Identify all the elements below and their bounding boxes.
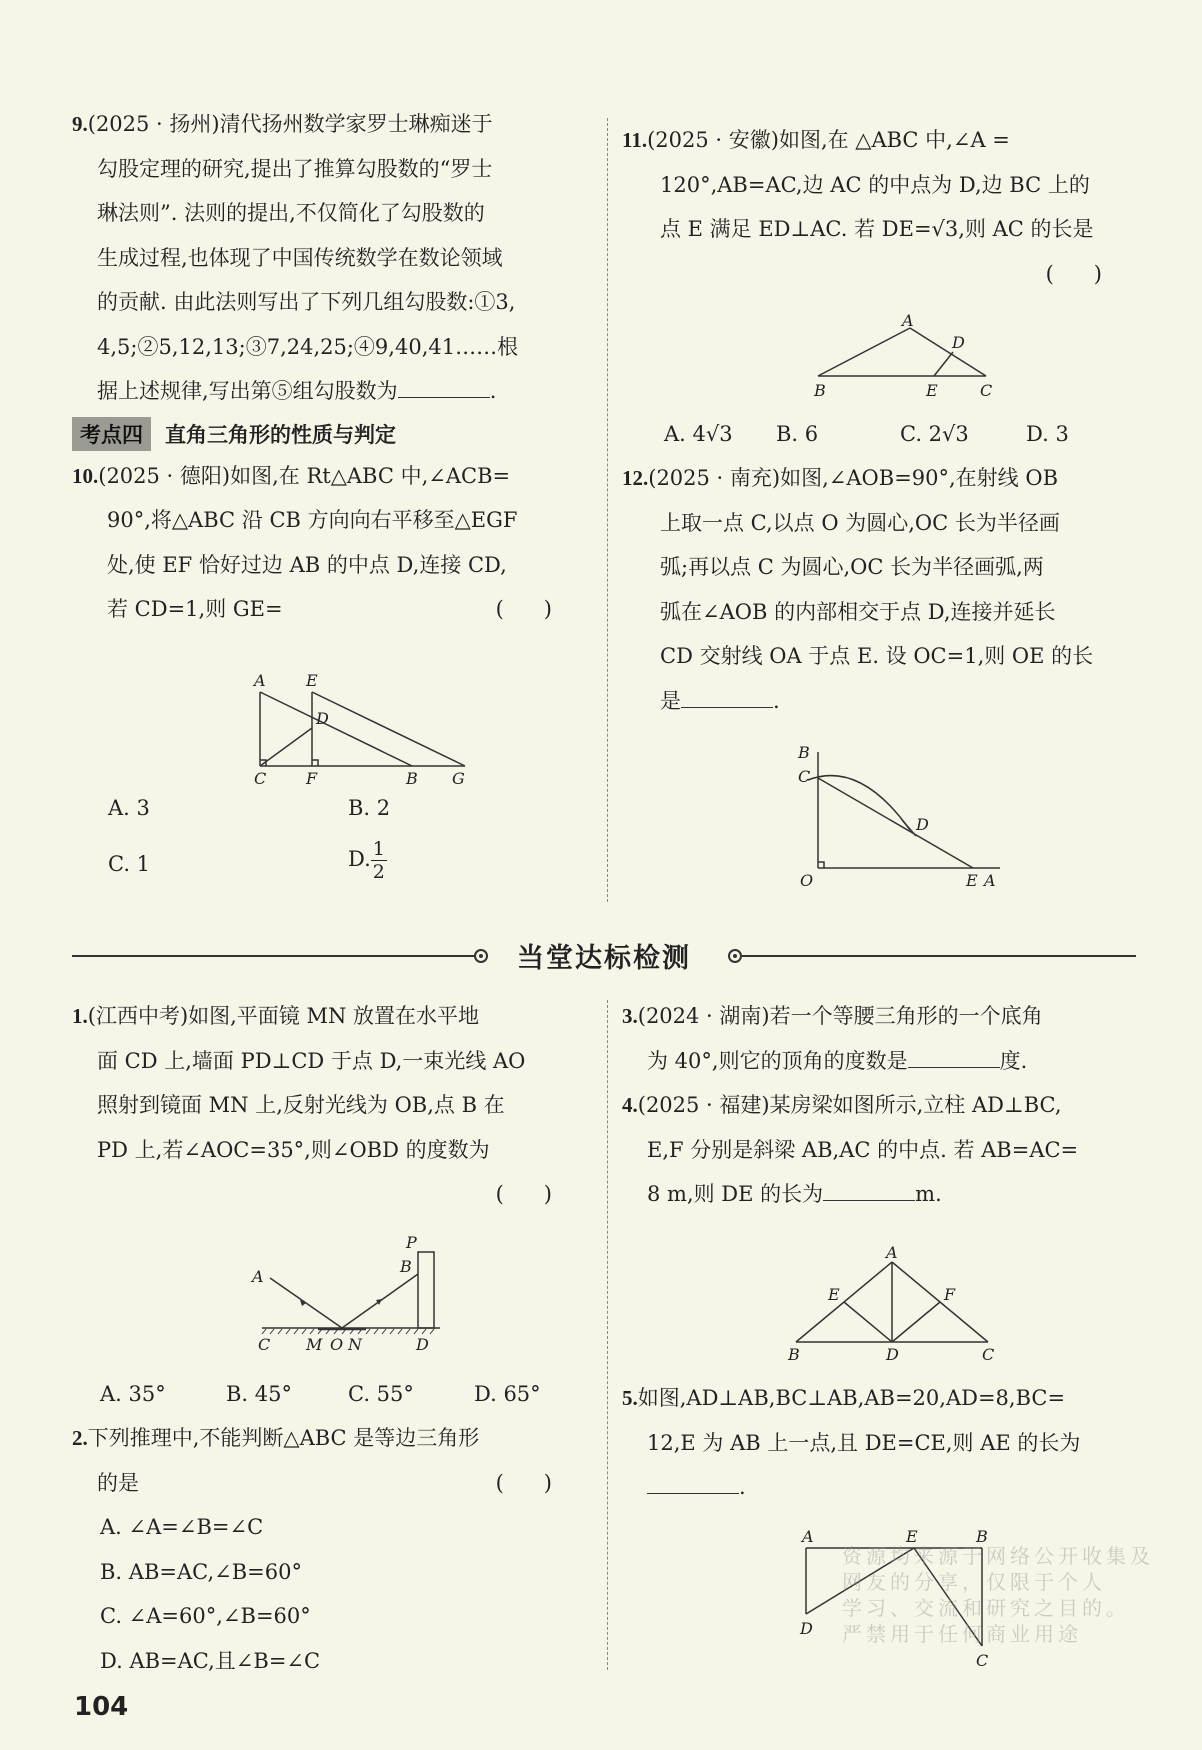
question-text: 处,使 EF 恰好过边 AB 的中点 D,连接 CD, (107, 552, 507, 577)
option-d[interactable]: D. AB=AC,且∠B=∠C (100, 1648, 321, 1673)
question-text: 90°,将△ABC 沿 CB 方向向右平移至△EGF (107, 508, 518, 532)
label-c: C (980, 381, 993, 400)
label-e: E (306, 671, 318, 690)
question-text: 若 CD=1,则 GE= (107, 597, 283, 621)
label-d: D (916, 815, 929, 834)
answer-blank[interactable] (398, 377, 490, 398)
question-text: CD 交射线 OA 于点 E. 设 OC=1,则 OE 的长 (660, 644, 1094, 668)
segment-ac (910, 328, 986, 376)
question-text: 弧;再以点 C 为圆心,OC 长为半径画弧,两 (660, 555, 1044, 579)
question-text: (2025 · 扬州)清代扬州数学家罗士琳痴迷于 (87, 112, 493, 136)
label-m: M (306, 1335, 323, 1354)
option-a[interactable]: A. 35° (100, 1382, 166, 1406)
label-d: D (886, 1345, 899, 1364)
label-e: E (966, 871, 978, 890)
option-letter: D. (348, 847, 371, 871)
question-text: 据上述规律,写出第⑤组勾股数为 (97, 379, 398, 403)
label-b: B (798, 743, 810, 762)
label-d: D (316, 709, 329, 728)
segment-ed (844, 1302, 892, 1342)
question-text: (江西中考)如图,平面镜 MN 放置在水平地 (87, 1004, 480, 1028)
label-d: D (952, 333, 965, 352)
label-g: G (452, 769, 465, 788)
question-text: (2025 · 南充)如图,∠AOB=90°,在射线 OB (648, 466, 1059, 490)
label-c: C (258, 1335, 271, 1354)
option-a[interactable]: A. ∠A=∠B=∠C (100, 1515, 264, 1539)
question-9 (72, 102, 592, 414)
segment-ce (818, 778, 973, 868)
denominator: 2 (372, 861, 385, 883)
question-number: 10. (72, 463, 99, 488)
question-number: 11. (622, 128, 648, 152)
top-right-column (622, 118, 1142, 296)
label-b: B (976, 1527, 988, 1546)
label-a: A (902, 311, 914, 330)
label-d: D (800, 1619, 813, 1638)
options-q10 (72, 796, 628, 883)
question-text: 照射到镜面 MN 上,反射光线为 OB,点 B 在 (97, 1093, 505, 1117)
punctuation: . (773, 688, 780, 713)
option-b[interactable]: B. 45° (226, 1382, 293, 1406)
question-text: E,F 分别是斜梁 AB,AC 的中点. 若 AB=AC= (647, 1137, 1079, 1162)
label-e: E (926, 381, 938, 400)
page-number: 104 (74, 1692, 129, 1722)
section-banner (72, 936, 1136, 976)
option-d[interactable]: D. 3 (1026, 422, 1069, 446)
question-5 (622, 1376, 1142, 1510)
question-11 (622, 118, 1142, 296)
banner-ornament-right (728, 949, 742, 963)
segment-de (934, 352, 953, 376)
question-text: 的贡献. 由此法则写出了下列几组勾股数:①3, (97, 290, 516, 314)
question-text: 12,E 为 AB 上一点,且 DE=CE,则 AE 的长为 (647, 1430, 1081, 1455)
watermark-text (842, 1543, 1154, 1647)
question-text: (2025 · 福建)某房梁如图所示,立柱 AD⊥BC, (637, 1093, 1062, 1117)
answer-blank[interactable] (681, 687, 773, 708)
unit-text: m. (915, 1182, 942, 1206)
figure-q10 (240, 668, 465, 792)
label-f: F (944, 1285, 956, 1304)
option-c[interactable]: C. 55° (348, 1382, 414, 1406)
answer-parentheses[interactable]: () (495, 1470, 592, 1495)
question-text: 生成过程,也体现了中国传统数学在数论领域 (97, 245, 503, 270)
question-4 (622, 1083, 1142, 1217)
options-q1 (72, 1372, 541, 1416)
column-divider-top (607, 118, 608, 902)
label-a: A (886, 1243, 898, 1262)
answer-blank[interactable] (908, 1047, 1000, 1068)
unit-text: 度. (999, 1048, 1028, 1073)
label-n: N (348, 1335, 362, 1354)
segment-fd (892, 1302, 940, 1342)
bottom-left-column (72, 994, 592, 1216)
question-number: 5. (622, 1386, 638, 1410)
question-number: 2. (72, 1426, 88, 1450)
option-c[interactable]: C. 1 (108, 852, 151, 876)
label-o: O (330, 1335, 344, 1354)
label-c: C (982, 1345, 995, 1364)
question-text: 120°,AB=AC,边 AC 的中点为 D,边 BC 上的 (660, 172, 1090, 197)
banner-line-right (742, 955, 1136, 957)
label-c: C (976, 1651, 989, 1670)
label-b: B (814, 381, 826, 400)
watermark-line: 网友的分享，仅限于个人 (842, 1570, 1106, 1594)
label-e: E (828, 1285, 840, 1304)
label-b: B (400, 1257, 412, 1276)
label-f: F (306, 769, 318, 788)
bottom-right-column (622, 994, 1142, 1217)
option-b[interactable]: B. 2 (348, 796, 391, 820)
option-c[interactable]: C. 2√3 (900, 422, 969, 446)
option-a[interactable]: A. 4√3 (664, 422, 733, 446)
segment-ab (818, 328, 910, 376)
question-text: 的是 (97, 1470, 139, 1495)
label-a: A (254, 671, 266, 690)
column-divider-bottom (607, 1000, 608, 1670)
section-heading (72, 416, 592, 452)
question-text: 上取一点 C,以点 O 为圆心,OC 长为半径画 (660, 510, 1060, 535)
label-a: A (984, 871, 996, 890)
question-1 (72, 994, 592, 1216)
question-12 (622, 456, 1142, 723)
numerator: 1 (372, 838, 385, 860)
answer-blank[interactable] (647, 1473, 739, 1494)
question-text: 为 40°,则它的顶角的度数是 (647, 1048, 908, 1073)
label-a: A (802, 1527, 814, 1546)
punctuation: . (739, 1475, 746, 1499)
segment-cd (260, 728, 312, 766)
question-number: 9. (72, 112, 88, 136)
option-c[interactable]: C. ∠A=60°,∠B=60° (100, 1604, 311, 1628)
label-e: E (906, 1527, 918, 1546)
question-text: 点 E 满足 ED⊥AC. 若 DE=√3,则 AC 的长是 (660, 217, 1094, 241)
q12-block (622, 456, 1142, 723)
option-b[interactable]: B. 6 (776, 422, 819, 446)
question-text: (2025 · 安徽)如图,在 △ABC 中,∠A = (647, 128, 1010, 152)
section-title: 直角三角形的性质与判定 (165, 422, 396, 447)
question-text: (2025 · 德阳)如图,在 Rt△ABC 中,∠ACB= (98, 463, 511, 488)
question-text: 如图,AD⊥AB,BC⊥AB,AB=20,AD=8,BC= (637, 1386, 1066, 1410)
top-left-column (72, 102, 592, 632)
question-10 (72, 454, 592, 632)
figure-q11 (810, 310, 1000, 404)
label-p: P (406, 1233, 417, 1252)
right-angle-o (818, 862, 824, 868)
label-a: A (252, 1267, 264, 1286)
label-b: B (788, 1345, 800, 1364)
figure-q12 (790, 730, 1010, 894)
label-o: O (800, 871, 814, 890)
question-3 (622, 994, 1142, 1083)
punctuation: . (489, 379, 497, 403)
question-text: (2024 · 湖南)若一个等腰三角形的一个底角 (637, 1004, 1043, 1028)
question-text: 勾股定理的研究,提出了推算勾股数的“罗士 (97, 156, 493, 181)
option-b[interactable]: B. AB=AC,∠B=60° (100, 1559, 302, 1584)
question-number: 3. (622, 1004, 638, 1028)
question-number: 12. (622, 466, 649, 490)
question-text: 是 (660, 688, 681, 713)
section-banner-title: 当堂达标检测 (517, 943, 691, 974)
right-angle-f (312, 760, 318, 766)
question-number: 1. (72, 1004, 88, 1028)
wall-pd (418, 1252, 434, 1328)
question-text: PD 上,若∠AOC=35°,则∠OBD 的度数为 (97, 1137, 490, 1162)
option-d[interactable] (348, 838, 588, 883)
question-text: 面 CD 上,墙面 PD⊥CD 于点 D,一束光线 AO (97, 1048, 526, 1073)
label-d: D (416, 1335, 429, 1354)
label-c: C (254, 769, 267, 788)
options-q11 (636, 412, 1069, 456)
q5-block (622, 1376, 1142, 1510)
question-number: 4. (622, 1093, 638, 1117)
watermark-line: 学习、交流和研究之目的。 (842, 1596, 1130, 1620)
watermark-line: 资源均来源于网络公开收集及 (842, 1544, 1154, 1568)
option-a[interactable]: A. 3 (108, 796, 150, 820)
option-d[interactable]: D. 65° (474, 1382, 541, 1406)
answer-parentheses[interactable]: () (495, 1182, 592, 1206)
question-text: 下列推理中,不能判断△ABC 是等边三角形 (87, 1426, 480, 1450)
question-text: 8 m,则 DE 的长为 (647, 1182, 824, 1206)
question-text: 琳法则”. 法则的提出,不仅简化了勾股数的 (97, 201, 485, 225)
answer-parentheses[interactable]: () (1045, 261, 1142, 286)
question-text: 弧在∠AOB 的内部相交于点 D,连接并延长 (660, 599, 1056, 624)
watermark-line: 严禁用于任何商业用途 (842, 1622, 1082, 1646)
label-c: C (798, 767, 811, 786)
label-b: B (406, 769, 418, 788)
figure-q4 (784, 1244, 1004, 1368)
answer-parentheses[interactable]: () (495, 597, 592, 621)
question-2 (72, 1416, 592, 1683)
fraction (371, 838, 387, 883)
question-text: 4,5;②5,12,13;③7,24,25;④9,40,41……根 (97, 334, 519, 359)
q2-block (72, 1416, 592, 1683)
answer-blank[interactable] (823, 1180, 915, 1201)
section-badge: 考点四 (72, 417, 151, 451)
figure-q1 (250, 1228, 460, 1362)
